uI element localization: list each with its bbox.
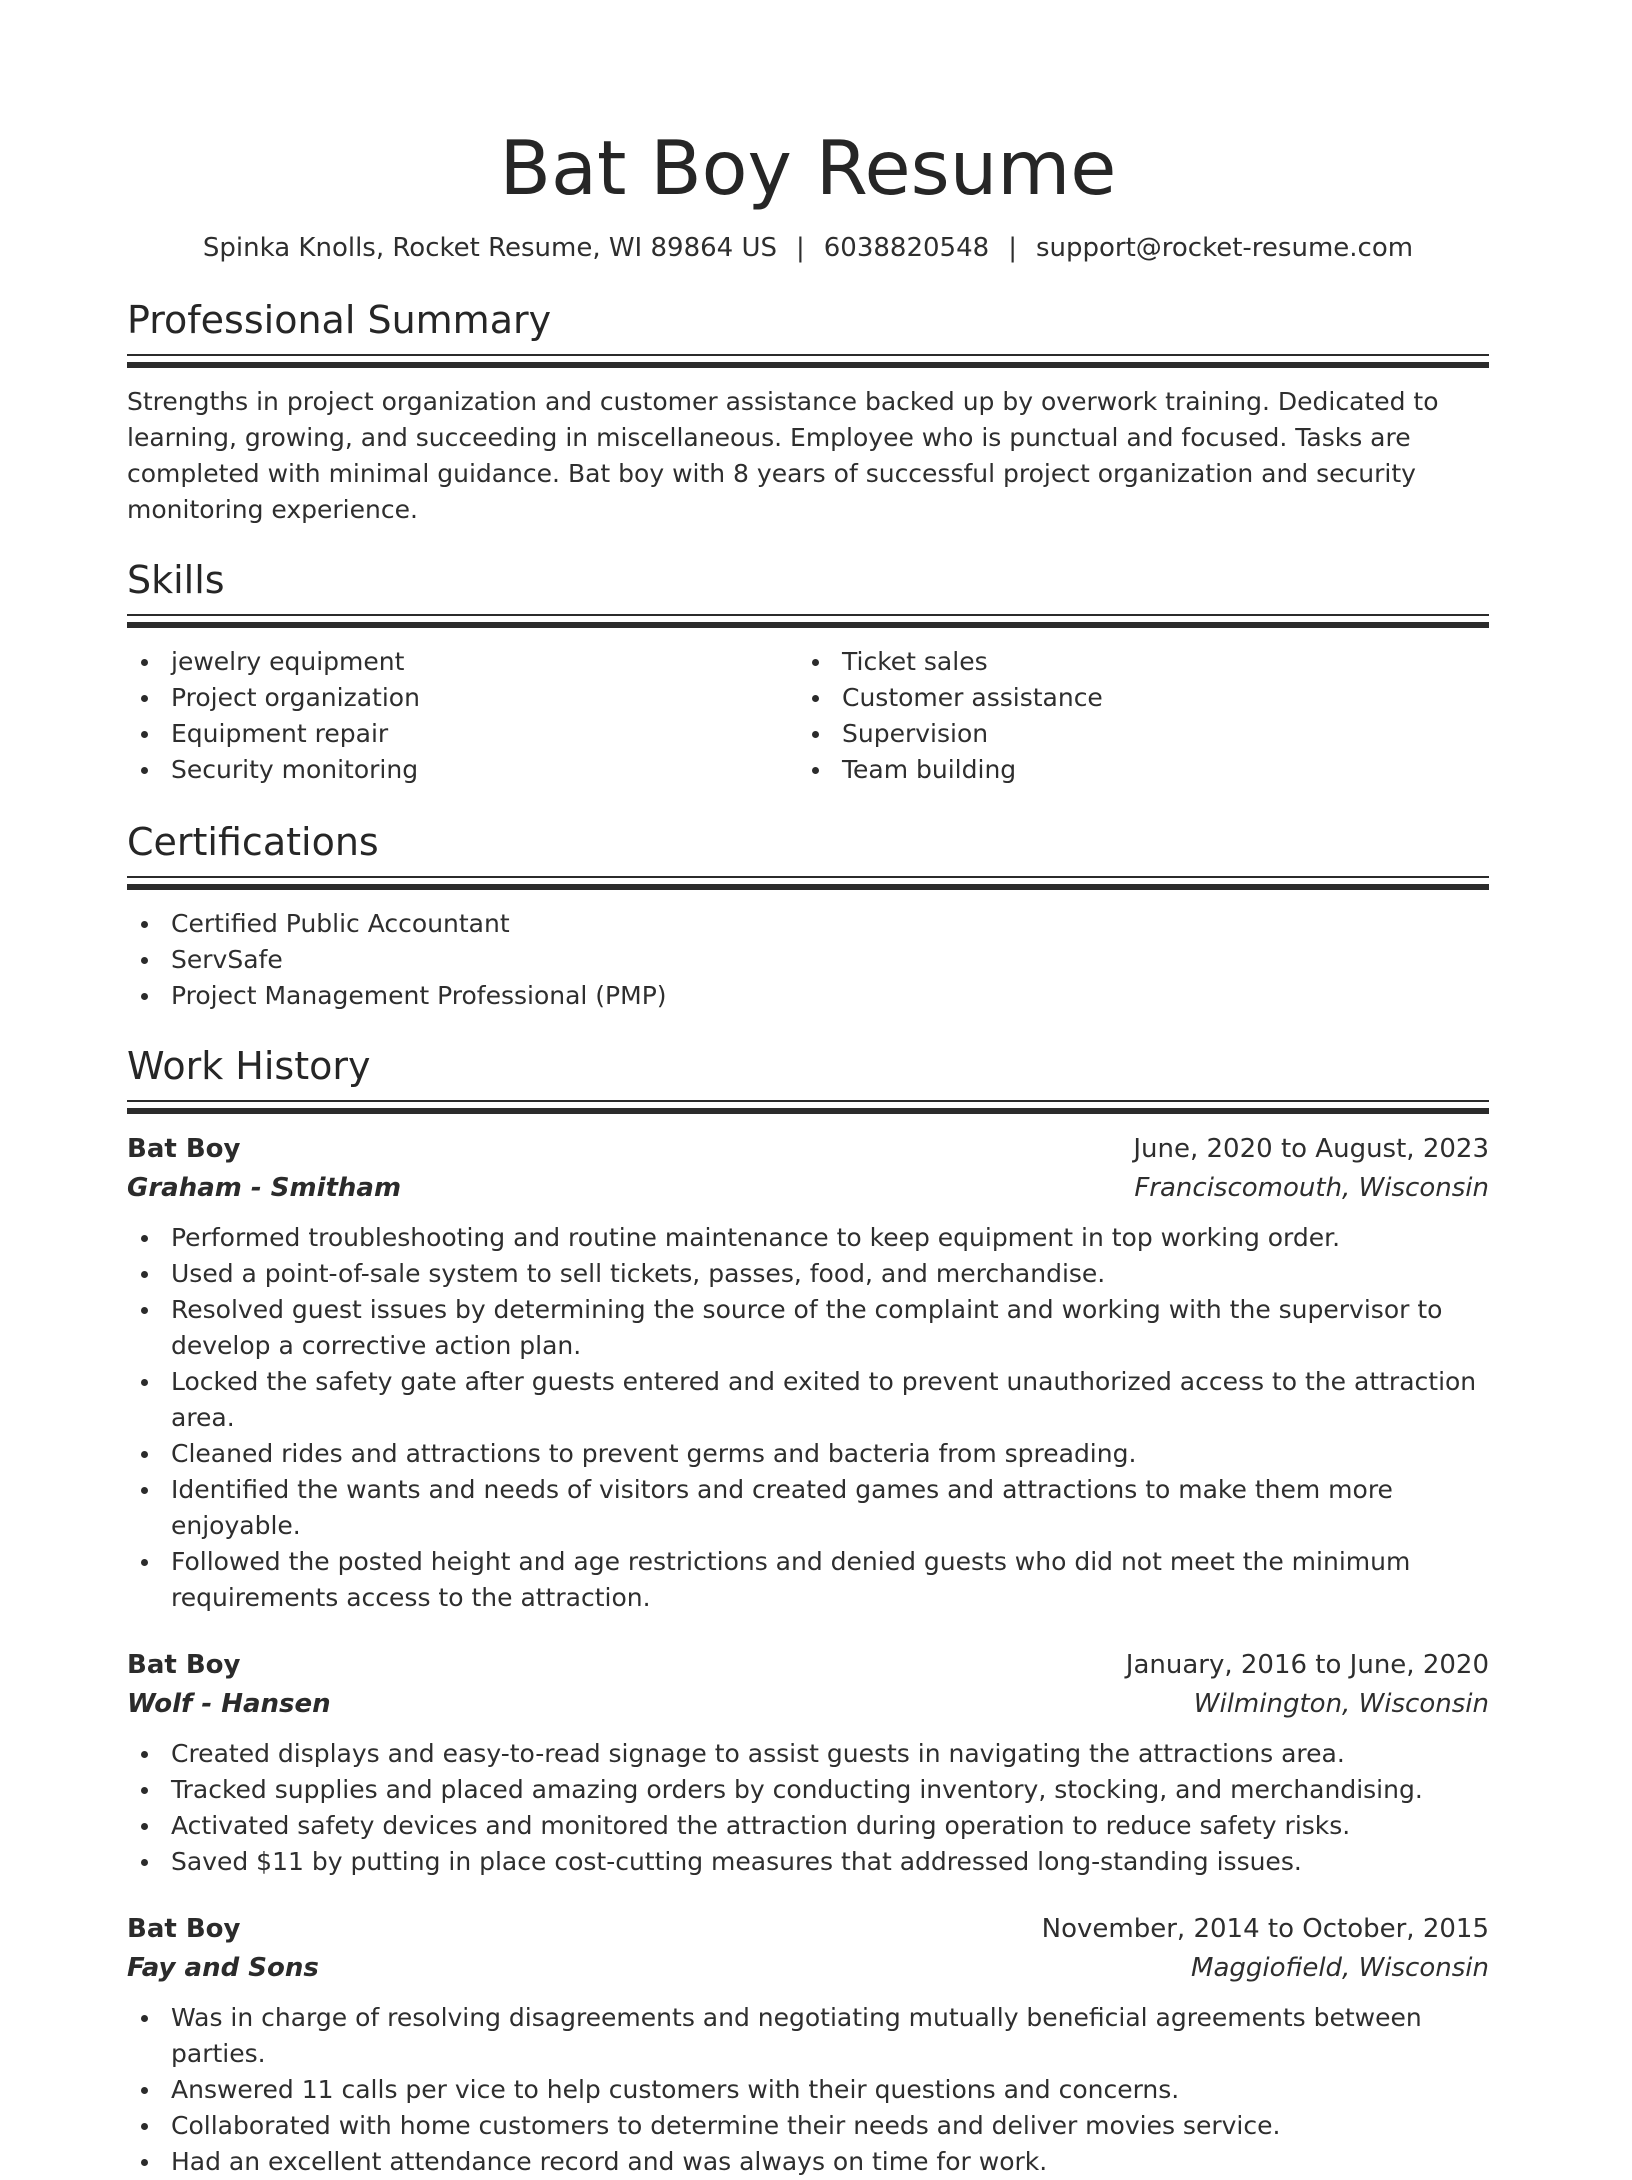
job-dates: June, 2020 to August, 2023: [1133, 1134, 1489, 1164]
job-location: Franciscomouth, Wisconsin: [1134, 1173, 1489, 1203]
list-item: Activated safety devices and monitored the attraction during operation to reduce safety risks.: [127, 1808, 1489, 1844]
list-item: Saved $11 by putting in place cost-cutting measures that addressed long-standing issues.: [127, 1844, 1489, 1880]
list-item: Security monitoring: [127, 752, 798, 788]
list-item: Tracked supplies and placed amazing orders by conducting inventory, stocking, and merchandising.: [127, 1772, 1489, 1808]
contact-line: [127, 230, 1489, 266]
job-bullet-list: [127, 1220, 1489, 1616]
list-item: jewelry equipment: [127, 644, 798, 680]
job-subheader-row: [127, 1949, 1489, 1988]
list-item: Answered 11 calls per vice to help customers with their questions and concerns.: [127, 2072, 1489, 2108]
job-entry: [127, 1910, 1489, 2180]
contact-separator: |: [796, 233, 805, 263]
list-item: Performed troubleshooting and routine maintenance to keep equipment in top working order.: [127, 1220, 1489, 1256]
job-header-row: [127, 1646, 1489, 1685]
list-item: Customer assistance: [798, 680, 1469, 716]
resume-name: Bat Boy Resume: [499, 124, 1117, 212]
job-bullet-list: [127, 2000, 1489, 2180]
contact-phone: 6038820548: [823, 233, 990, 263]
summary-text: Strengths in project organization and customer assistance backed up by overwork training. Dedicated to learning, growing, and succeeding in miscellaneous. Employee who is punctual and focused. Tasks are completed with minimal guidance. Bat boy with 8 years of successful project organization and security monitoring experience.: [127, 387, 1439, 524]
list-item: Equipment repair: [127, 716, 798, 752]
skills-grid: [127, 644, 1489, 788]
job-title: Bat Boy: [127, 1914, 241, 1944]
certifications-list: [127, 906, 1489, 1014]
list-item: Supervision: [798, 716, 1469, 752]
job-title: Bat Boy: [127, 1650, 241, 1680]
section-divider: [127, 1100, 1489, 1114]
section-divider: [127, 354, 1489, 368]
contact-email[interactable]: support@rocket-resume.com: [1035, 233, 1414, 263]
list-item: Ticket sales: [798, 644, 1469, 680]
job-company: Graham - Smitham: [127, 1173, 402, 1203]
list-item: Locked the safety gate after guests entered and exited to prevent unauthorized access to the attraction area.: [127, 1364, 1489, 1436]
summary-section: [127, 296, 1489, 528]
job-dates: November, 2014 to October, 2015: [1041, 1914, 1489, 1944]
section-title-summary: Professional Summary: [127, 298, 552, 342]
list-item: Had an excellent attendance record and was always on time for work.: [127, 2144, 1489, 2180]
job-location: Wilmington, Wisconsin: [1193, 1689, 1489, 1719]
section-title-certifications: Certifications: [127, 820, 379, 864]
list-item: Collaborated with home customers to determine their needs and deliver movies service.: [127, 2108, 1489, 2144]
job-company: Wolf - Hansen: [127, 1689, 331, 1719]
job-title: Bat Boy: [127, 1134, 241, 1164]
job-entry: [127, 1130, 1489, 1616]
skills-section: [127, 556, 1489, 788]
list-item: Used a point-of-sale system to sell tickets, passes, food, and merchandise.: [127, 1256, 1489, 1292]
list-item: Team building: [798, 752, 1469, 788]
contact-address: Spinka Knolls, Rocket Resume, WI 89864 US: [202, 233, 777, 263]
job-header-row: [127, 1130, 1489, 1169]
job-dates: January, 2016 to June, 2020: [1125, 1650, 1489, 1680]
section-divider: [127, 876, 1489, 890]
list-item: Identified the wants and needs of visitors and created games and attractions to make them more enjoyable.: [127, 1472, 1489, 1544]
job-entry: [127, 1646, 1489, 1880]
list-item: Created displays and easy-to-read signage to assist guests in navigating the attractions area.: [127, 1736, 1489, 1772]
job-header-row: [127, 1910, 1489, 1949]
work-history-section: [127, 1042, 1489, 2180]
skills-list-right: [798, 644, 1469, 788]
list-item: Certified Public Accountant: [127, 906, 1489, 942]
resume-page: [127, 0, 1489, 2180]
section-title-skills: Skills: [127, 558, 225, 602]
list-item: ServSafe: [127, 942, 1489, 978]
job-subheader-row: [127, 1169, 1489, 1208]
certifications-section: [127, 818, 1489, 1014]
list-item: Resolved guest issues by determining the source of the complaint and working with the supervisor to develop a corrective action plan.: [127, 1292, 1489, 1364]
list-item: Project Management Professional (PMP): [127, 978, 1489, 1014]
section-divider: [127, 614, 1489, 628]
job-subheader-row: [127, 1685, 1489, 1724]
job-bullet-list: [127, 1736, 1489, 1880]
list-item: Followed the posted height and age restrictions and denied guests who did not meet the minimum requirements access to the attraction.: [127, 1544, 1489, 1616]
list-item: Project organization: [127, 680, 798, 716]
section-title-work-history: Work History: [127, 1044, 371, 1088]
contact-separator: |: [1008, 233, 1017, 263]
job-location: Maggiofield, Wisconsin: [1191, 1953, 1489, 1983]
list-item: Cleaned rides and attractions to prevent germs and bacteria from spreading.: [127, 1436, 1489, 1472]
job-company: Fay and Sons: [127, 1953, 319, 1983]
skills-list-left: [127, 644, 798, 788]
list-item: Was in charge of resolving disagreements and negotiating mutually beneficial agreements between parties.: [127, 2000, 1489, 2072]
